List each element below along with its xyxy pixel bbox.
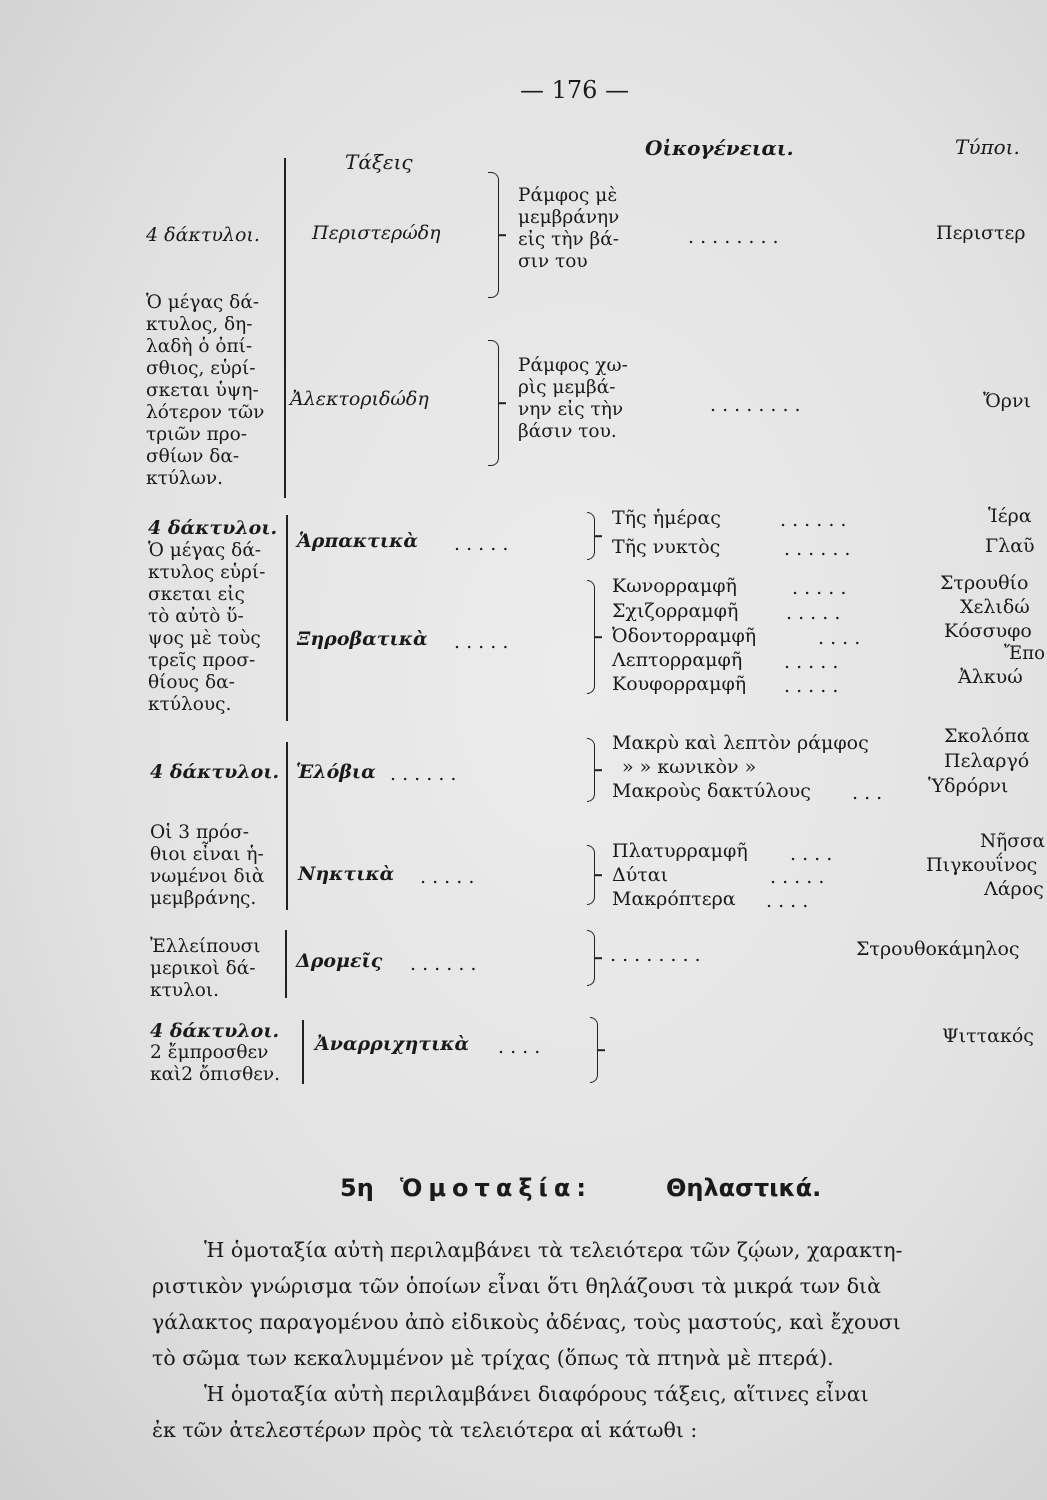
type-ydrorni: Ὑδρόρνι	[928, 775, 1009, 797]
header-families: Οἰκογένειαι.	[645, 136, 794, 160]
paragraph-2-line-2: ἐκ τῶν ἀτελεστέρων πρὸς τὰ τελειότερα αἱ κάτωθι :	[152, 1418, 698, 1442]
type-epo: Ἔπο	[1004, 642, 1045, 664]
paragraph-1-line-3: γάλακτος παραγομένου ἀπὸ εἰδικοὺς ἀδένας, τοὺς μαστούς, καὶ ἔχουσι	[152, 1310, 901, 1334]
brace	[587, 845, 595, 905]
brace	[488, 340, 499, 466]
type-chelido: Χελιδώ	[960, 596, 1030, 618]
leader-dots: . . . . . .	[784, 538, 851, 560]
group-6-description: 2 ἔμπροσθεν καὶ2 ὄπισθεν.	[150, 1042, 280, 1085]
leader-dots: . . . . .	[784, 675, 839, 697]
family-tis-nyktos: Τῆς νυκτὸς	[612, 536, 721, 558]
family-dytai: Δύται	[612, 864, 669, 886]
leader-dots: . . . . .	[420, 866, 475, 888]
family-schizorramfi: Σχιζορραμφῆ	[612, 600, 739, 622]
type-skolopa: Σκολόπα	[944, 725, 1030, 747]
type-psittakos: Ψιττακός	[942, 1025, 1034, 1047]
family-tis-imeras: Τῆς ἡμέρας	[612, 507, 721, 529]
paragraph-1-line-4: τὸ σῶμα των κεκαλυμμένον μὲ τρίχας (ὅπως τὰ πτηνὰ μὲ πτερά).	[152, 1346, 834, 1370]
order-niktika: Νηκτικὰ	[298, 863, 395, 885]
family-makroptera: Μακρόπτερα	[612, 888, 736, 910]
family-makry-lepto: Μακρὺ καὶ λεπτὸν ράμφος	[612, 732, 869, 754]
group-5-description: Ἐλλείπουσι μερικοὶ δά- κτυλοι.	[150, 936, 261, 1001]
type-alkyo: Ἀλκυώ	[958, 666, 1023, 688]
leader-dots: . . . . .	[454, 533, 509, 555]
family-description-2: Ράμφος χω- ρὶς μεμβά- νην εἰς τὴν βάσιν του.	[518, 355, 628, 442]
order-xirovatika: Ξηροβατικὰ	[297, 628, 428, 650]
divider-line	[284, 158, 286, 498]
leader-dots: . . . . .	[784, 651, 839, 673]
order-arpaktika: Ἁρπακτικὰ	[297, 530, 418, 552]
type-nissa: Νῆσσα	[980, 830, 1045, 852]
type-iera: Ἱέρα	[988, 505, 1032, 527]
brace	[587, 738, 595, 802]
leader-dots: . . . .	[790, 843, 833, 865]
leader-dots: . . . . .	[770, 866, 825, 888]
order-peristerodi: Περιστερώδη	[312, 222, 441, 244]
leader-dots: . . . . . . . .	[710, 394, 801, 416]
family-koufor ramfi: Κουφορραμφῆ	[612, 673, 747, 695]
brace	[587, 930, 595, 986]
leader-dots: . . . .	[766, 890, 809, 912]
group-1-heading: 4 δάκτυλοι.	[146, 224, 260, 246]
leader-dots: . . . . . .	[390, 763, 457, 785]
divider-line	[286, 515, 288, 721]
group-4-description: Οἱ 3 πρόσ- θιοι εἶναι ἡ- νωμένοι διὰ μεμβράνης.	[150, 822, 265, 909]
type-orni: Ὄρνι	[983, 390, 1031, 412]
leader-dots: . . . . . . . .	[688, 226, 779, 248]
section-title-word: Ὁμοταξία:	[400, 1174, 592, 1202]
leader-dots: . . . . . .	[410, 953, 477, 975]
leader-dots: . . . . .	[786, 602, 841, 624]
family-makrous-daktylous: Μακροὺς δακτύλους	[612, 780, 811, 802]
leader-dots: . . . . .	[792, 577, 847, 599]
brace	[587, 580, 595, 694]
leader-dots: . . .	[852, 782, 883, 804]
order-anarrichitika: Ἀναρριχητικὰ	[315, 1033, 470, 1055]
paragraph-1-line-1: Ἡ ὁμοταξία αὐτὴ περιλαμβάνει τὰ τελειότερα τῶν ζῴων, χαρακτη-	[204, 1238, 903, 1262]
header-orders: Τάξεις	[345, 150, 413, 174]
divider-line	[285, 930, 287, 998]
order-elovia: Ἑλόβια	[296, 761, 376, 783]
order-dromeis: Δρομεῖς	[296, 950, 383, 972]
order-alektoridodi: Ἀλεκτοριδώδη	[290, 388, 429, 410]
family-platyrramfi: Πλατυρραμφῆ	[612, 840, 748, 862]
group-2-heading: 4 δάκτυλοι.	[148, 517, 278, 539]
type-glaux: Γλαῦ	[985, 535, 1035, 557]
leader-dots: . . . . .	[454, 631, 509, 653]
leader-dots: . . . .	[818, 627, 861, 649]
group-2-description: Ὁ μέγας δά- κτυλος εὑρί- σκεται εἰς τὸ αὐτὸ ὕ- ψος μὲ τοὺς τρεῖς προσ- θίους δα- κτύλους.	[148, 540, 266, 715]
type-strouthio: Στρουθίο	[940, 572, 1029, 594]
paragraph-2-line-1: Ἡ ὁμοταξία αὐτὴ περιλαμβάνει διαφόρους τάξεις, αἵτινες εἶναι	[204, 1382, 869, 1406]
group-6-heading: 4 δάκτυλοι.	[150, 1020, 280, 1042]
group-1-description: Ὁ μέγας δά- κτυλος, δη- λαδὴ ὁ ὀπί- σθιος, εὑρί- σκεται ὑψη- λότερον τῶν τριῶν προ- σθίων δα- κτύλων.	[146, 292, 265, 489]
paragraph-1-line-2: ριστικὸν γνώρισμα τῶν ὁποίων εἶναι ὅτι θηλάζουσι τὰ μικρά των διὰ	[152, 1274, 881, 1298]
brace	[488, 172, 499, 298]
section-title-name: Θηλαστικά.	[666, 1174, 822, 1202]
header-types: Τύποι.	[955, 135, 1020, 159]
type-laros: Λάρος	[984, 878, 1044, 900]
family-description-1: Ράμφος μὲ μεμβράνην εἰς τὴν βά- σιν του	[518, 185, 620, 272]
divider-line	[286, 742, 288, 910]
leader-dots: . . . . . .	[780, 509, 847, 531]
family-odontorramfi: Ὀδοντορραμφῆ	[612, 625, 757, 647]
leader-dots: . . . . . . . .	[610, 944, 701, 966]
type-pelargo: Πελαργό	[944, 750, 1030, 772]
leader-dots: . . . .	[498, 1036, 541, 1058]
brace	[590, 1017, 598, 1083]
group-3-heading: 4 δάκτυλοι.	[150, 761, 280, 783]
family-konikon: » » κωνικὸν »	[622, 756, 757, 778]
type-kossyfo: Κόσσυφο	[944, 620, 1032, 642]
family-konorramfi: Κωνορραμφῆ	[612, 575, 737, 597]
section-title-prefix: 5η	[340, 1174, 374, 1202]
page-number: — 176 —	[520, 76, 630, 104]
type-strouthokamilos: Στρουθοκάμηλος	[856, 938, 1020, 960]
family-leptorramfi: Λεπτορραμφῆ	[612, 649, 743, 671]
type-peristera: Περιστερ	[936, 222, 1026, 244]
type-pigkouinos: Πιγκουΐνος	[926, 854, 1038, 876]
brace	[587, 512, 595, 560]
divider-line	[302, 1020, 304, 1084]
